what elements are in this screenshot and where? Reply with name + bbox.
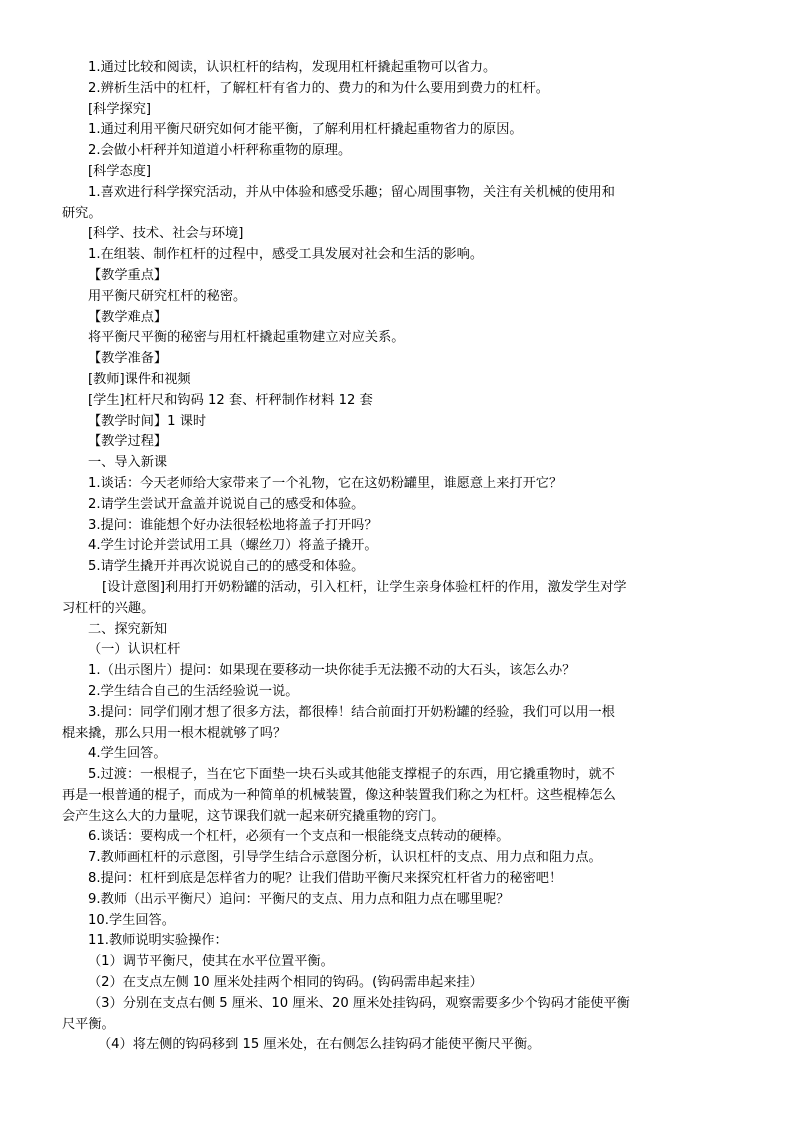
experiment-step-1: （1）调节平衡尺，使其在水平位置平衡。 <box>88 954 334 970</box>
objective-line-2: 2.辨析生活中的杠杆，了解杠杆有省力的、费力的和为什么要用到费力的杠杆。 <box>88 80 549 96</box>
section-science-inquiry: [科学探究] <box>88 101 152 117</box>
intro-step-5: 5.请学生撬开并再次说说自己的的感受和体验。 <box>88 559 365 575</box>
preparation-student: [学生]杠杆尺和钩码 12 套、杆秤制作材料 12 套 <box>88 392 373 408</box>
explore-step-11: 11.教师说明实验操作： <box>88 933 228 949</box>
difficulties-text: 将平衡尺平衡的秘密与用杠杆撬起重物建立对应关系。 <box>88 330 405 346</box>
intro-step-3: 3.提问：谁能想个好办法很轻松地将盖子打开吗？ <box>88 517 378 533</box>
part-2-title: 二、探究新知 <box>88 621 168 637</box>
heading-process: 【教学过程】 <box>88 434 168 450</box>
preparation-teacher: [教师]课件和视频 <box>88 371 191 387</box>
explore-step-4: 4.学生回答。 <box>88 746 167 762</box>
section-science-attitude: [科学态度] <box>88 163 152 179</box>
explore-step-8: 8.提问：杠杆到底是怎样省力的呢？让我们借助平衡尺来探究杠杆省力的秘密吧！ <box>88 871 563 887</box>
explore-step-3: 3.提问：同学们刚才想了很多方法，都很棒！结合前面打开奶粉罐的经验，我们可以用一根 <box>88 704 615 720</box>
subsection-1-title: （一）认识杠杆 <box>88 642 181 658</box>
explore-step-3-cont: 棍来撬，那么只用一根木棍就够了吗？ <box>62 725 287 741</box>
explore-step-7: 7.教师画杠杆的示意图，引导学生结合示意图分析，认识杠杆的支点、用力点和阻力点。 <box>88 850 602 866</box>
section-sts: [科学、技术、社会与环境] <box>88 226 244 242</box>
design-intent: [设计意图]利用打开奶粉罐的活动，引入杠杆，让学生亲身体验杠杆的作用，激发学生对学 <box>102 579 627 595</box>
sts-line-1: 1.在组装、制作杠杆的过程中，感受工具发展对社会和生活的影响。 <box>88 247 484 263</box>
explore-step-10: 10.学生回答。 <box>88 912 175 928</box>
inquiry-line-1: 1.通过利用平衡尺研究如何才能平衡，了解利用杠杆撬起重物省力的原因。 <box>88 122 523 138</box>
heading-preparation: 【教学准备】 <box>88 351 168 367</box>
intro-step-1: 1.谈话：今天老师给大家带来了一个礼物，它在这奶粉罐里，谁愿意上来打开它？ <box>88 475 563 491</box>
explore-step-5-cont-2: 会产生这么大的力量呢，这节课我们就一起来研究撬重物的窍门。 <box>62 808 445 824</box>
experiment-step-2: （2）在支点左侧 10 厘米处挂两个相同的钩码。(钩码需串起来挂） <box>88 975 483 991</box>
document-body <box>62 58 756 1056</box>
teaching-time: 【教学时间】1 课时 <box>88 413 207 429</box>
heading-key-points: 【教学重点】 <box>88 267 168 283</box>
key-points-text: 用平衡尺研究杠杆的秘密。 <box>88 288 247 304</box>
experiment-step-3-cont: 尺平衡。 <box>62 1016 115 1032</box>
objective-line-1: 1.通过比较和阅读，认识杠杆的结构，发现用杠杆撬起重物可以省力。 <box>88 60 497 75</box>
inquiry-line-2: 2.会做小杆秤并知道道小杆秤称重物的原理。 <box>88 143 352 159</box>
explore-step-6: 6.谈话：要构成一个杠杆，必须有一个支点和一根能绕支点转动的硬棒。 <box>88 829 510 845</box>
explore-step-1: 1.（出示图片）提问：如果现在要移动一块你徒手无法搬不动的大石头，该怎么办？ <box>88 663 576 679</box>
design-intent-cont: 习杠杆的兴趣。 <box>62 600 155 616</box>
explore-step-2: 2.学生结合自己的生活经验说一说。 <box>88 683 299 699</box>
experiment-step-4: （4）将左侧的钩码移到 15 厘米处，在右侧怎么挂钩码才能使平衡尺平衡。 <box>98 1037 541 1053</box>
experiment-step-3: （3）分别在支点右侧 5 厘米、10 厘米、20 厘米处挂钩码，观察需要多少个钩码才能使平衡 <box>88 995 630 1011</box>
attitude-line-1-cont: 研究。 <box>62 205 102 221</box>
explore-step-5: 5.过渡：一根棍子，当在它下面垫一块石头或其他能支撑棍子的东西，用它撬重物时，就不 <box>88 767 615 783</box>
intro-step-4: 4.学生讨论并尝试用工具（螺丝刀）将盖子撬开。 <box>88 538 378 554</box>
attitude-line-1: 1.喜欢进行科学探究活动，并从中体验和感受乐趣；留心周围事物，关注有关机械的使用和 <box>88 184 615 200</box>
explore-step-5-cont-1: 再是一根普通的棍子，而成为一种简单的机械装置，像这种装置我们称之为杠杆。这些棍棒怎么 <box>62 787 616 803</box>
part-1-title: 一、导入新课 <box>88 455 168 471</box>
heading-difficulties: 【教学难点】 <box>88 309 168 325</box>
explore-step-9: 9.教师（出示平衡尺）追问：平衡尺的支点、用力点和阻力点在哪里呢？ <box>88 891 510 907</box>
intro-step-2: 2.请学生尝试开盒盖并说说自己的感受和体验。 <box>88 496 365 512</box>
